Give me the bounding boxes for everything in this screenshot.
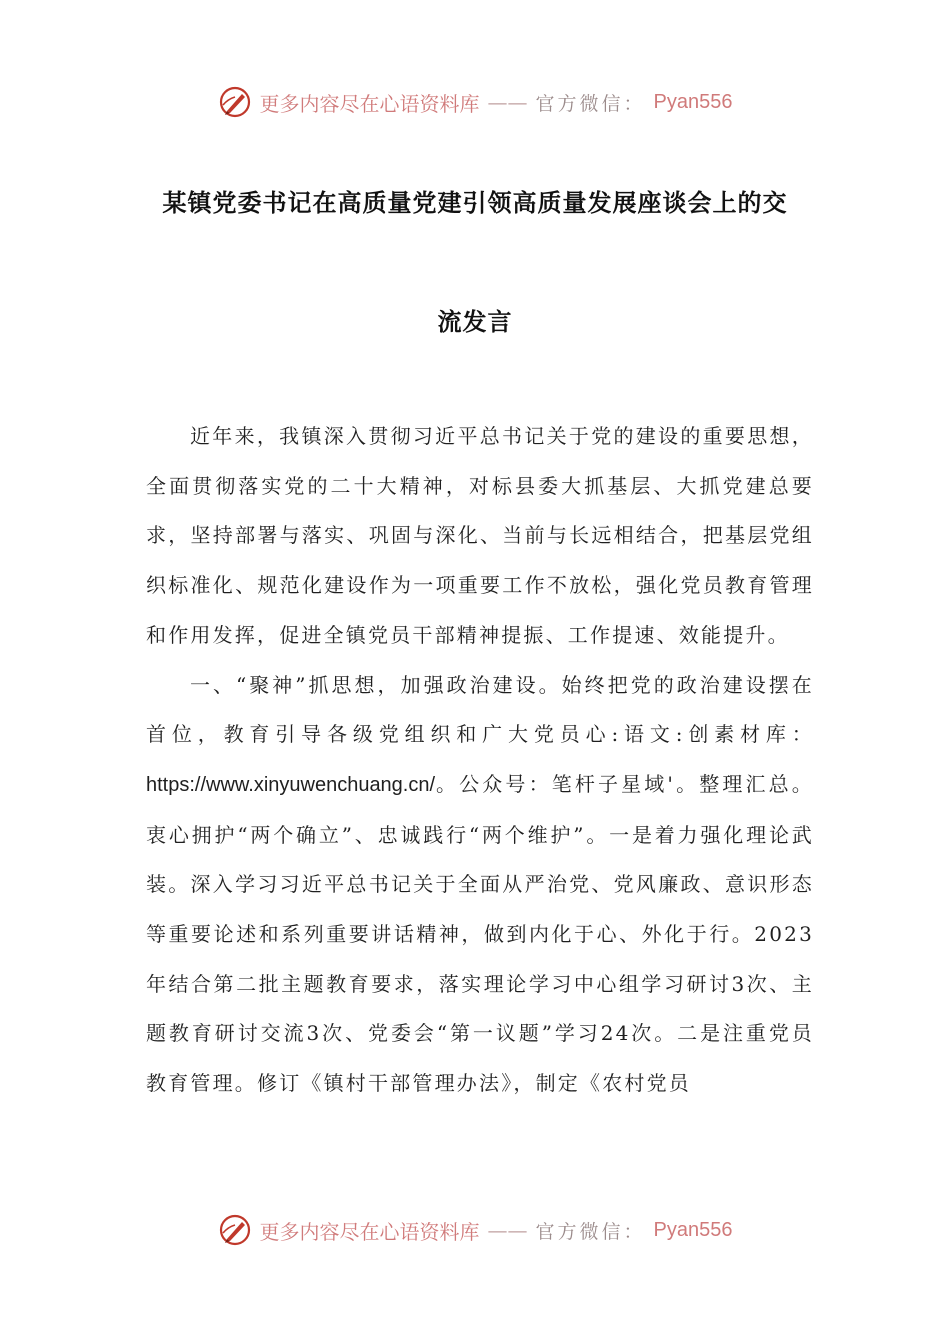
header-watermark xyxy=(0,82,950,122)
document-body xyxy=(146,412,814,1109)
footer-watermark xyxy=(0,1210,950,1250)
pen-logo-icon xyxy=(218,1213,252,1247)
paragraph-section-one-part1: 一、“聚神”抓思想，加强政治建设。始终把党的政治建设摆在首位，教育引导各级党组织和广大党员心:语文:创素材库： xyxy=(146,672,814,747)
watermark-label: 官方微信： xyxy=(535,92,646,115)
watermark-wechat-id: Pyan556 xyxy=(653,1218,733,1241)
paragraph-section-one xyxy=(146,661,814,1109)
watermark-wechat-id: Pyan556 xyxy=(653,90,733,113)
watermark-main-text: 更多内容尽在心语资料库 xyxy=(259,1219,480,1244)
document-title-line1: 某镇党委书记在高质量党建引领高质量发展座谈会上的交 xyxy=(162,188,788,217)
document-title-line2: 流发言 xyxy=(437,307,513,336)
watermark-separator: —— xyxy=(487,90,528,114)
paragraph-section-one-part2: 。公众号：笔杆子星域'。整理汇总。衷心拥护“两个确立”、忠诚践行“两个维护”。一是着力强化理论武装。深入学习习近平总书记关于全面从严治党、党风廉政、意识形态等重要论述和系列重要讲话精神，做到内化于心、外化于行。2023年结合第二批主题教育要求，落实理论学习中心组学习研讨3次、主题教育研讨交流3次、党委会“第一议题”学习24次。二是注重党员教育管理。修订《镇村干部管理办法》，制定《农村党员 xyxy=(146,771,814,1096)
watermark-label: 官方微信： xyxy=(535,1220,646,1243)
paragraph-intro: 近年来，我镇深入贯彻习近平总书记关于党的建设的重要思想，全面贯彻落实党的二十大精神，对标县委大抓基层、大抓党建总要求，坚持部署与落实、巩固与深化、当前与长远相结合，把基层党组织标准化、规范化建设作为一项重要工作不放松，强化党员教育管理和作用发挥，促进全镇党员干部精神提振、工作提速、效能提升。 xyxy=(146,424,814,647)
watermark-separator: —— xyxy=(487,1218,528,1242)
pen-logo-icon xyxy=(218,85,252,119)
source-url-link[interactable]: https://www.xinyuwenchuang.cn/ xyxy=(146,773,436,796)
watermark-main-text: 更多内容尽在心语资料库 xyxy=(259,91,480,116)
